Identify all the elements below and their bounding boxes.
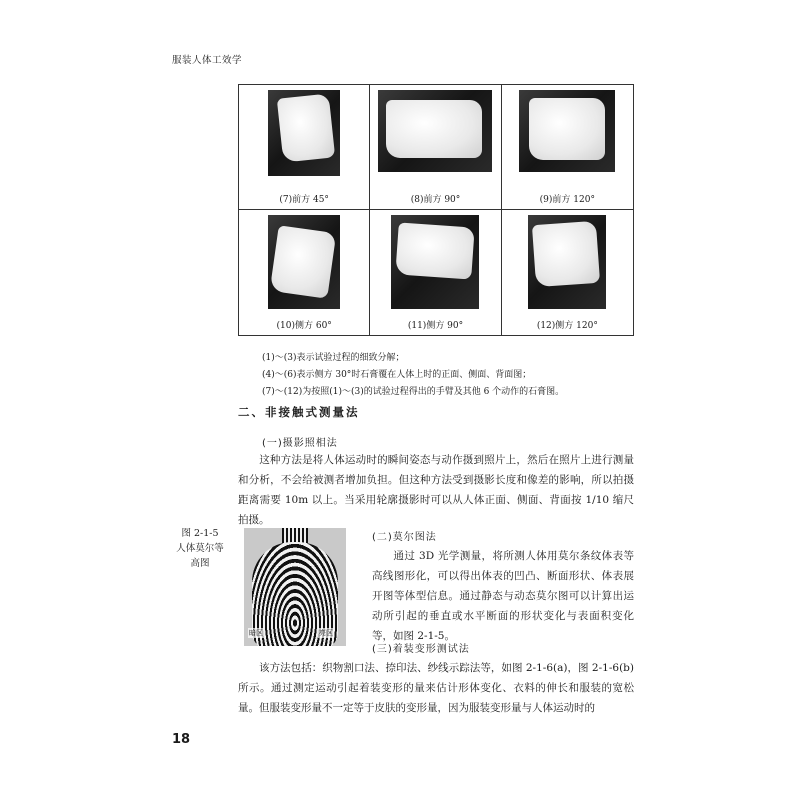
- cast-photo: [528, 215, 606, 309]
- photo-cell: [239, 85, 370, 210]
- subsection-title: (一)摄影照相法: [262, 438, 338, 449]
- photo-caption: (8)前方 90°: [410, 195, 461, 205]
- running-head: 服装人体工效学: [172, 55, 243, 66]
- cast-photo: [519, 90, 615, 172]
- photo-cell: [370, 85, 501, 210]
- figure-notes: [262, 350, 564, 401]
- body-paragraph: 通过 3D 光学测量，将所测人体用莫尔条纹体表等高线图形化，可以得出体表的凹凸、断面形状、体表展开图等体型信息。通过静态与动态莫尔图可以计算出运动所引起的垂直或水平断面的形状变化与表面积变化等，如图 2-1-5。: [372, 550, 634, 642]
- figure-label: 图 2-1-5 人体莫尔等 高图: [176, 528, 224, 569]
- moire-tag-dark: 暗区: [249, 629, 263, 637]
- note-line: (4)～(6)表示侧方 30°时石膏覆在人体上时的正面、侧面、背面图；: [262, 370, 532, 380]
- photo-caption: (12)侧方 120°: [536, 321, 598, 331]
- note-line: (1)～(3)表示试验过程的细致分解；: [262, 353, 405, 363]
- moire-tag-light: 亮区: [319, 629, 333, 637]
- photo-caption: (11)侧方 90°: [407, 321, 464, 331]
- section-title: 二、非接触式测量法: [238, 405, 360, 419]
- body-paragraph: 该方法包括：织物割口法、捺印法、纱线示踪法等，如图 2-1-6(a)，图 2-1-6(b)所示。通过测定运动引起着装变形的量来估计形体变化、衣料的伸长和服装的宽松量。但服装变形量不一定等于皮肤的变形量，因为服装变形量与人体运动时的: [238, 662, 634, 714]
- cast-photo: [391, 215, 479, 309]
- subsection-title: (二)莫尔图法: [372, 532, 437, 543]
- photo-cell: [239, 210, 370, 335]
- note-line: (7)～(12)为按照(1)～(3)的试验过程得出的手臂及其他 6 个动作的石膏图。: [262, 387, 565, 397]
- cast-photo: [378, 90, 492, 172]
- photo-caption: (10)侧方 60°: [276, 321, 332, 331]
- photo-cell: [370, 210, 501, 335]
- page-number: 18: [172, 732, 191, 747]
- photo-cell: [502, 210, 633, 335]
- photo-table: [238, 84, 634, 336]
- photo-cell: [502, 85, 633, 210]
- photo-caption: (9)前方 120°: [539, 195, 595, 205]
- body-paragraph: 这种方法是将人体运动时的瞬间姿态与动作摄到照片上，然后在照片上进行测量和分析，不会给被测者增加负担。但这种方法受到摄影长度和像差的影响，所以拍摄距离需要 10m 以上。当采用轮廓摄影时可以从人体正面、侧面、背面按 1/10 缩尺拍摄。: [238, 454, 634, 526]
- moire-figure: [244, 528, 346, 646]
- cast-photo: [268, 215, 340, 309]
- cast-photo: [268, 90, 340, 176]
- subsection-title: (三)着装变形测试法: [372, 644, 470, 655]
- photo-caption: (7)前方 45°: [279, 195, 329, 205]
